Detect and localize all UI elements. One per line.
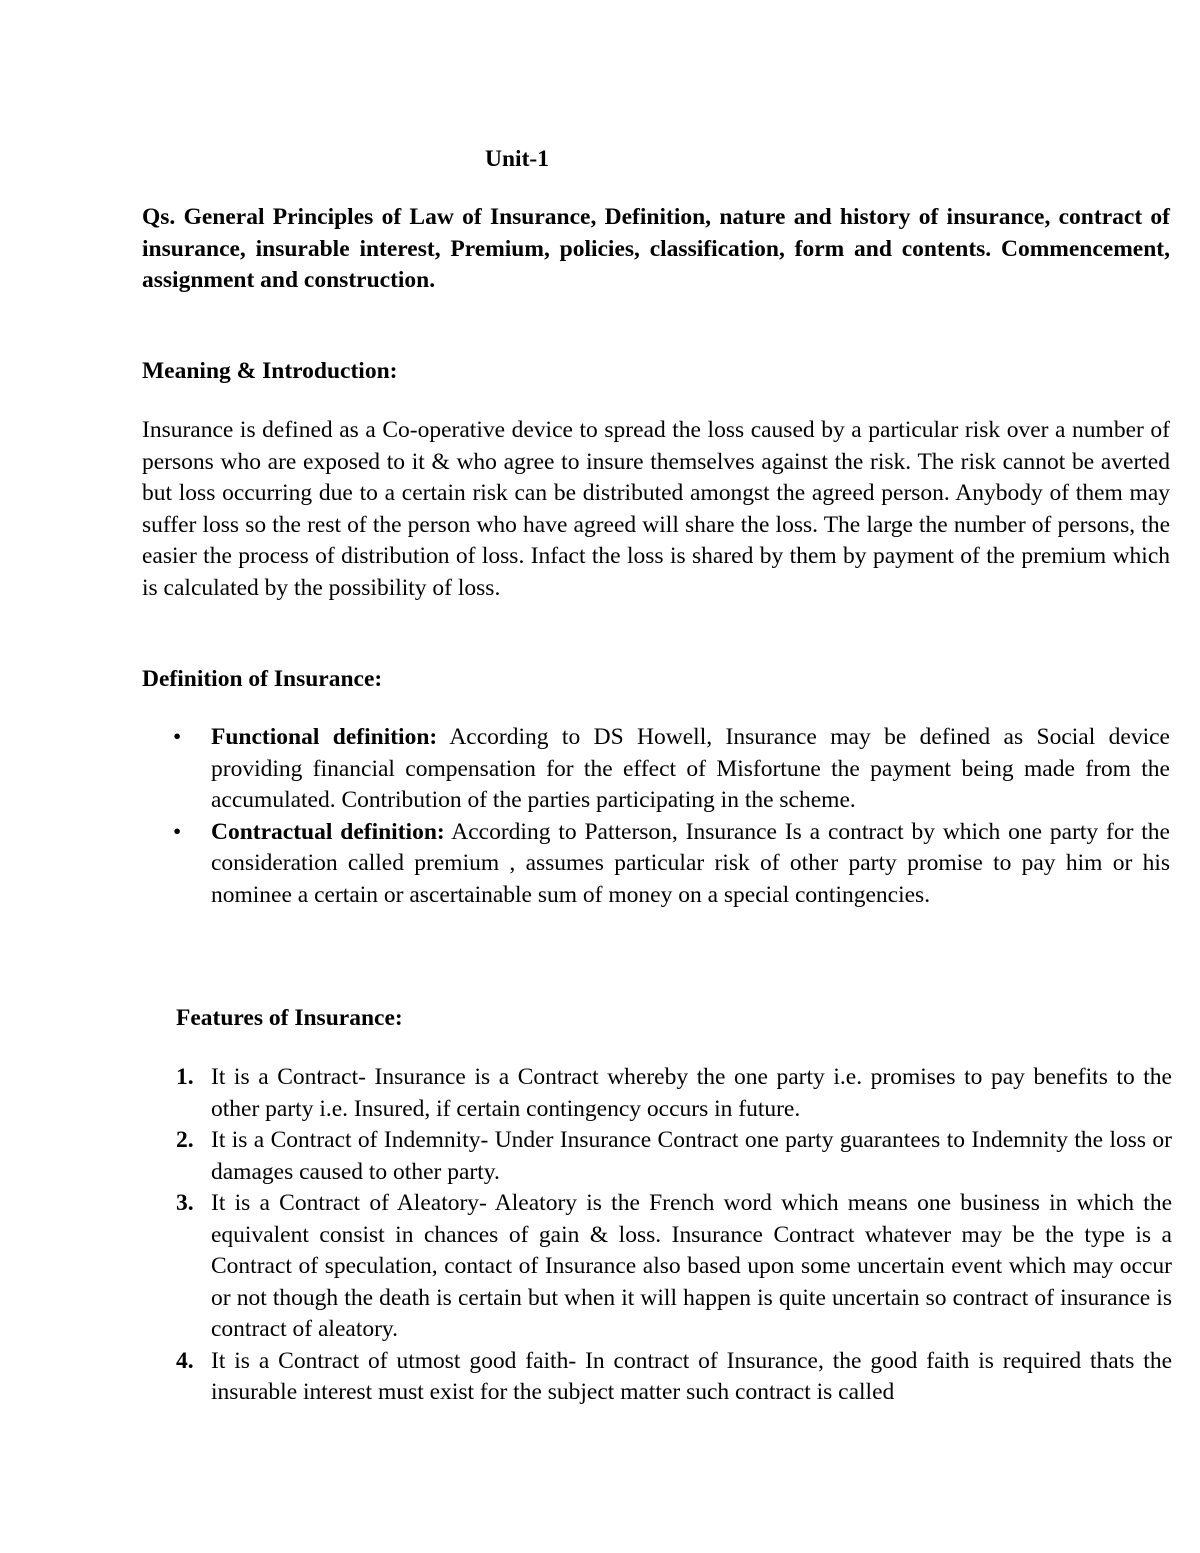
features-list	[142, 1062, 1172, 1409]
feature-text: It is a Contract of Aleatory- Aleatory is the French word which means one business in which the equivalent consist in chances of gain & loss. Insurance Contract whatever may be the type is a Contract of speculation, contact of Insurance also based upon some uncertain event which may occur or not though the death is certain but when it will happen is quite uncertain so contract of insurance is contract of aleatory.	[211, 1190, 1172, 1342]
list-item	[142, 1062, 1172, 1125]
item-number: 3.	[176, 1190, 194, 1216]
meaning-paragraph: Insurance is defined as a Co-operative device to spread the loss caused by a particular risk over a number of persons who are exposed to it & who agree to insure themselves against the risk. The risk cannot be averted but loss occurring due to a certain risk can be distributed amongst the agreed person. Anybody of them may suffer loss so the rest of the person who have agreed will share the loss. The large the number of persons, the easier the process of distribution of loss. Infact the loss is shared by them by payment of the premium which is calculated by the possibility of loss.	[142, 417, 1170, 601]
list-item	[142, 1188, 1172, 1346]
definition-heading: Definition of Insurance:	[142, 666, 383, 692]
question-heading: Qs. General Principles of Law of Insurance, Definition, nature and history of insurance, contract of insurance, insurable interest, Premium, policies, classification, form and contents. Commencement, assignment and construction.	[142, 204, 1170, 293]
item-number: 4.	[176, 1347, 194, 1374]
bullet-icon: •	[173, 818, 182, 845]
definition-term: Contractual definition:	[211, 818, 445, 845]
definition-text: According to Patterson, Insurance Is a contract by which one party for the consideration called premium , assumes particular risk of other party promise to pay him or his nominee a certain or ascertainable sum of money on a special contingencies.	[211, 818, 1170, 908]
feature-text: It is a Contract of Indemnity- Under Insurance Contract one party guarantees to Indemnity the loss or damages caused to other party.	[211, 1127, 1172, 1185]
definition-term: Functional definition:	[211, 724, 438, 750]
list-item	[142, 817, 1170, 912]
definition-text: According to DS Howell, Insurance may be defined as Social device providing financial compensation for the effect of Misfortune the payment being made from the accumulated. Contribution of the parties participating in the scheme.	[211, 724, 1170, 813]
features-heading: Features of Insurance:	[176, 1005, 403, 1031]
list-item	[142, 1125, 1172, 1188]
bullet-icon: •	[173, 724, 182, 750]
feature-text: It is a Contract- Insurance is a Contract whereby the one party i.e. promises to pay benefits to the other party i.e. Insured, if certain contingency occurs in future.	[211, 1064, 1172, 1122]
item-number: 1.	[176, 1064, 194, 1090]
list-item	[142, 1346, 1172, 1409]
unit-title: Unit-1	[485, 146, 549, 172]
list-item	[142, 722, 1170, 817]
meaning-heading: Meaning & Introduction:	[142, 358, 398, 384]
definition-list	[142, 722, 1170, 911]
item-number: 2.	[176, 1127, 194, 1153]
feature-text: It is a Contract of utmost good faith- In contract of Insurance, the good faith is required thats the insurable interest must exist for the subject matter such contract is called	[211, 1347, 1172, 1405]
